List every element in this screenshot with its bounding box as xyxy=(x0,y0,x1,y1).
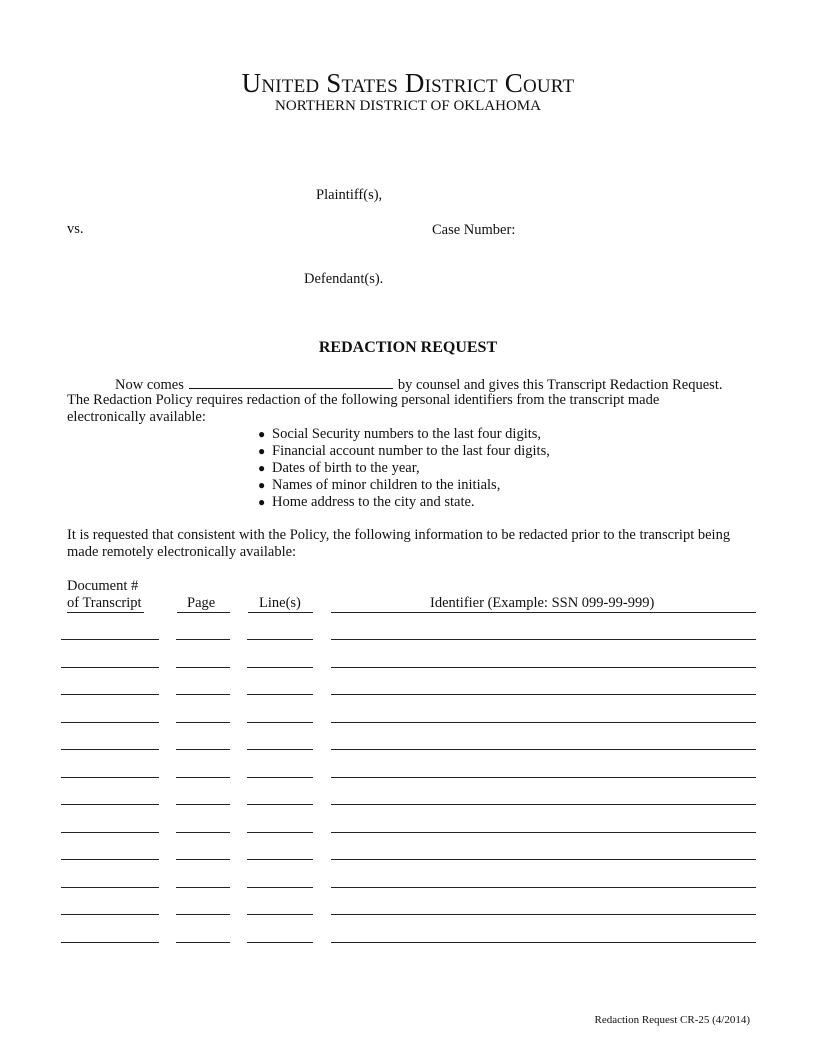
document-number-blank[interactable] xyxy=(61,942,159,943)
identifier-blank[interactable] xyxy=(331,887,756,888)
list-item: ● Names of minor children to the initials, xyxy=(258,477,501,493)
bullet-icon: ● xyxy=(258,427,266,441)
intro-line-3: electronically available: xyxy=(67,409,206,425)
identifier-blank[interactable] xyxy=(331,914,756,915)
identifier-blank[interactable] xyxy=(331,859,756,860)
request-line-1: It is requested that consistent with the Policy, the following information to be redacted prior to the transcript being xyxy=(67,527,731,543)
lines-blank[interactable] xyxy=(247,942,313,943)
request-line-2: made remotely electronically available: xyxy=(67,544,297,560)
intro-after-blank: by counsel and gives this Transcript Redaction Request. xyxy=(397,377,723,393)
identifier-blank[interactable] xyxy=(331,832,756,833)
col-header-document-line1: Document # xyxy=(67,578,139,594)
identifier-blank[interactable] xyxy=(331,639,756,640)
page-blank[interactable] xyxy=(176,887,230,888)
intro-line-2: The Redaction Policy requires redaction of the following personal identifiers from the transcript made xyxy=(67,392,660,408)
col-header-page: Page xyxy=(187,595,216,611)
identifier-blank[interactable] xyxy=(331,804,756,805)
identifier-blank[interactable] xyxy=(331,777,756,778)
bullet-icon: ● xyxy=(258,444,266,458)
document-number-blank[interactable] xyxy=(61,777,159,778)
page-blank[interactable] xyxy=(176,914,230,915)
page-blank[interactable] xyxy=(176,722,230,723)
page-blank[interactable] xyxy=(176,942,230,943)
document-number-blank[interactable] xyxy=(61,749,159,750)
lines-blank[interactable] xyxy=(247,667,313,668)
col-header-document-line2: of Transcript xyxy=(67,595,142,611)
identifier-blank[interactable] xyxy=(331,694,756,695)
list-item: ● Financial account number to the last four digits, xyxy=(258,443,550,459)
page-blank[interactable] xyxy=(176,859,230,860)
page-blank[interactable] xyxy=(176,639,230,640)
page-blank[interactable] xyxy=(176,694,230,695)
col-header-underline xyxy=(248,612,313,613)
bullet-icon: ● xyxy=(258,461,266,475)
identifier-blank[interactable] xyxy=(331,722,756,723)
col-header-underline xyxy=(177,612,230,613)
form-title: REDACTION REQUEST xyxy=(318,339,498,356)
list-item: ● Home address to the city and state. xyxy=(258,494,475,510)
identifier-blank[interactable] xyxy=(331,942,756,943)
page-blank[interactable] xyxy=(176,667,230,668)
now-comes-text: Now comes xyxy=(115,377,184,393)
vs-label: vs. xyxy=(67,221,84,237)
list-item: ● Dates of birth to the year, xyxy=(258,460,420,476)
document-number-blank[interactable] xyxy=(61,722,159,723)
col-header-lines: Line(s) xyxy=(259,595,301,611)
list-item: ● Social Security numbers to the last four digits, xyxy=(258,426,542,442)
document-number-blank[interactable] xyxy=(61,832,159,833)
lines-blank[interactable] xyxy=(247,859,313,860)
identifier-blank[interactable] xyxy=(331,749,756,750)
document-number-blank[interactable] xyxy=(61,859,159,860)
lines-blank[interactable] xyxy=(247,777,313,778)
document-number-blank[interactable] xyxy=(61,804,159,805)
identifier-list xyxy=(258,426,550,511)
document-number-blank[interactable] xyxy=(61,694,159,695)
identifier-blank[interactable] xyxy=(331,667,756,668)
lines-blank[interactable] xyxy=(247,749,313,750)
col-header-underline xyxy=(331,612,756,613)
defendant-label: Defendant(s). xyxy=(304,271,384,287)
lines-blank[interactable] xyxy=(247,694,313,695)
bullet-icon: ● xyxy=(258,478,266,492)
page-blank[interactable] xyxy=(176,777,230,778)
lines-blank[interactable] xyxy=(247,832,313,833)
court-title: United States District Court xyxy=(241,68,575,98)
plaintiff-label: Plaintiff(s), xyxy=(316,187,383,203)
col-header-identifier: Identifier (Example: SSN 099-99-999) xyxy=(430,595,655,611)
party-name-blank[interactable] xyxy=(189,375,393,389)
document-number-blank[interactable] xyxy=(61,639,159,640)
page-blank[interactable] xyxy=(176,804,230,805)
document-number-blank[interactable] xyxy=(61,667,159,668)
lines-blank[interactable] xyxy=(247,639,313,640)
document-number-blank[interactable] xyxy=(61,887,159,888)
case-number-label: Case Number: xyxy=(432,222,516,238)
col-header-underline xyxy=(67,612,144,613)
page-blank[interactable] xyxy=(176,749,230,750)
lines-blank[interactable] xyxy=(247,804,313,805)
bullet-icon: ● xyxy=(258,495,266,509)
lines-blank[interactable] xyxy=(247,722,313,723)
lines-blank[interactable] xyxy=(247,887,313,888)
page-blank[interactable] xyxy=(176,832,230,833)
lines-blank[interactable] xyxy=(247,914,313,915)
district-name: NORTHERN DISTRICT OF OKLAHOMA xyxy=(275,98,541,114)
document-number-blank[interactable] xyxy=(61,914,159,915)
form-footer: Redaction Request CR-25 (4/2014) xyxy=(594,1014,750,1026)
